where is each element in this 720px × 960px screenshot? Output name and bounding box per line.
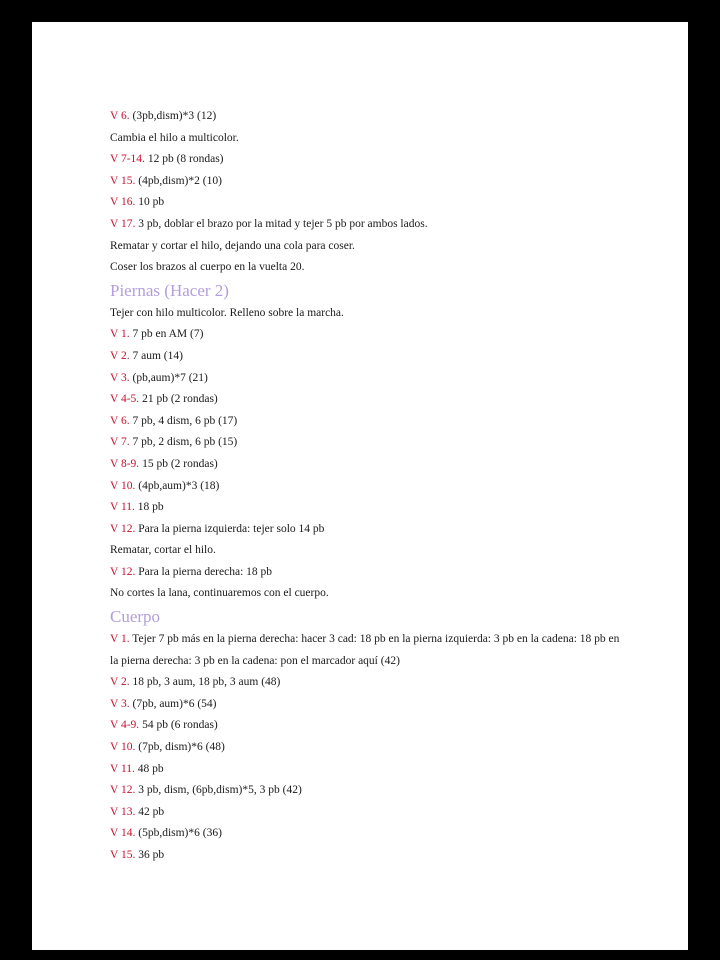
round-text: Tejer 7 pb más en la pierna derecha: hacer 3 cad: 18 pb en la pierna izquierda: 3 pb en la cadena: 18 pb en la pierna derecha: 3 pb en la cadena: pon el marcador aquí (42) [110, 633, 620, 667]
round-label: V 10. [110, 741, 136, 754]
round-instruction [110, 411, 630, 433]
document-page [32, 22, 688, 950]
round-label: V 4-9. [110, 719, 140, 732]
round-text: Para la pierna derecha: 18 pb [135, 565, 273, 578]
round-label: V 1. [110, 328, 130, 341]
round-label: V 2. [110, 349, 130, 362]
round-label: V 15. [110, 849, 136, 861]
round-instruction [110, 346, 630, 368]
round-text: 7 pb en AM (7) [129, 328, 204, 341]
round-instruction [110, 497, 630, 519]
round-text: Para la pierna izquierda: tejer solo 14 pb [135, 522, 325, 535]
round-label: V 12. [110, 522, 136, 535]
round-instruction [110, 149, 630, 171]
round-instruction [110, 368, 630, 390]
round-text: (4pb,dism)*2 (10) [135, 174, 222, 187]
round-label: V 2. [110, 676, 130, 689]
round-label: V 7. [110, 436, 130, 449]
round-text: (3pb,dism)*3 (12) [129, 110, 217, 122]
round-label: V 16. [110, 196, 136, 209]
round-instruction [110, 715, 630, 737]
round-instruction [110, 759, 630, 781]
round-instruction [110, 214, 630, 236]
round-instruction [110, 562, 630, 584]
round-instruction [110, 694, 630, 716]
round-text: 18 pb [134, 501, 164, 514]
round-label: V 14. [110, 827, 136, 840]
round-text: 3 pb, dism, (6pb,dism)*5, 3 pb (42) [135, 784, 302, 797]
round-instruction [110, 432, 630, 454]
round-instruction [110, 672, 630, 694]
instruction-text: No cortes la lana, continuaremos con el cuerpo. [110, 587, 329, 600]
round-instruction [110, 737, 630, 759]
pattern-content [110, 106, 630, 867]
round-instruction [110, 845, 630, 867]
round-label: V 17. [110, 217, 136, 230]
round-label: V 3. [110, 371, 130, 384]
round-instruction [110, 192, 630, 214]
round-text: (7pb, aum)*6 (54) [129, 697, 217, 710]
round-instruction [110, 324, 630, 346]
round-label: V 12. [110, 784, 136, 797]
round-label: V 6. [110, 414, 130, 427]
round-text: 7 pb, 2 dism, 6 pb (15) [129, 436, 238, 449]
round-text: 12 pb (8 rondas) [144, 153, 224, 166]
round-text: 21 pb (2 rondas) [139, 393, 218, 406]
round-label: V 7-14. [110, 153, 145, 166]
round-text: (5pb,dism)*6 (36) [135, 827, 222, 840]
instruction-text: Rematar y cortar el hilo, dejando una cola para coser. [110, 239, 355, 252]
round-instruction [110, 802, 630, 824]
round-text: (pb,aum)*7 (21) [129, 371, 208, 384]
round-instruction [110, 106, 630, 128]
instruction-text: Tejer con hilo multicolor. Relleno sobre la marcha. [110, 306, 344, 319]
round-text: 54 pb (6 rondas) [139, 719, 218, 732]
round-text: 7 aum (14) [129, 349, 183, 362]
round-label: V 3. [110, 697, 130, 710]
round-text: 48 pb [134, 762, 164, 775]
round-label: V 4-5. [110, 393, 140, 406]
round-label: V 15. [110, 174, 136, 187]
round-text: 10 pb [135, 196, 165, 209]
instruction-text: Rematar, cortar el hilo. [110, 544, 216, 557]
instruction-text: Coser los brazos al cuerpo en la vuelta 20. [110, 261, 305, 274]
round-text: 15 pb (2 rondas) [139, 457, 218, 470]
round-label: V 13. [110, 805, 136, 818]
round-instruction [110, 476, 630, 498]
round-instruction [110, 629, 630, 672]
round-text: (7pb, dism)*6 (48) [135, 741, 225, 754]
round-instruction [110, 780, 630, 802]
round-text: 18 pb, 3 aum, 18 pb, 3 aum (48) [129, 676, 281, 689]
round-text: 36 pb [135, 849, 165, 861]
round-instruction [110, 389, 630, 411]
round-instruction [110, 171, 630, 193]
round-instruction [110, 519, 630, 541]
round-label: V 11. [110, 501, 135, 514]
round-text: 3 pb, doblar el brazo por la mitad y tejer 5 pb por ambos lados. [135, 217, 428, 230]
round-text: 7 pb, 4 dism, 6 pb (17) [129, 414, 238, 427]
section-heading: Piernas (Hacer 2) [110, 280, 229, 300]
round-instruction [110, 823, 630, 845]
round-label: V 1. [110, 633, 130, 646]
round-label: V 12. [110, 565, 136, 578]
round-instruction [110, 454, 630, 476]
section-heading: Cuerpo [110, 607, 161, 627]
round-label: V 6. [110, 110, 130, 122]
round-label: V 11. [110, 762, 135, 775]
round-label: V 8-9. [110, 457, 140, 470]
round-label: V 10. [110, 479, 136, 492]
round-text: (4pb,aum)*3 (18) [135, 479, 220, 492]
instruction-text: Cambia el hilo a multicolor. [110, 131, 239, 144]
round-text: 42 pb [135, 805, 165, 818]
